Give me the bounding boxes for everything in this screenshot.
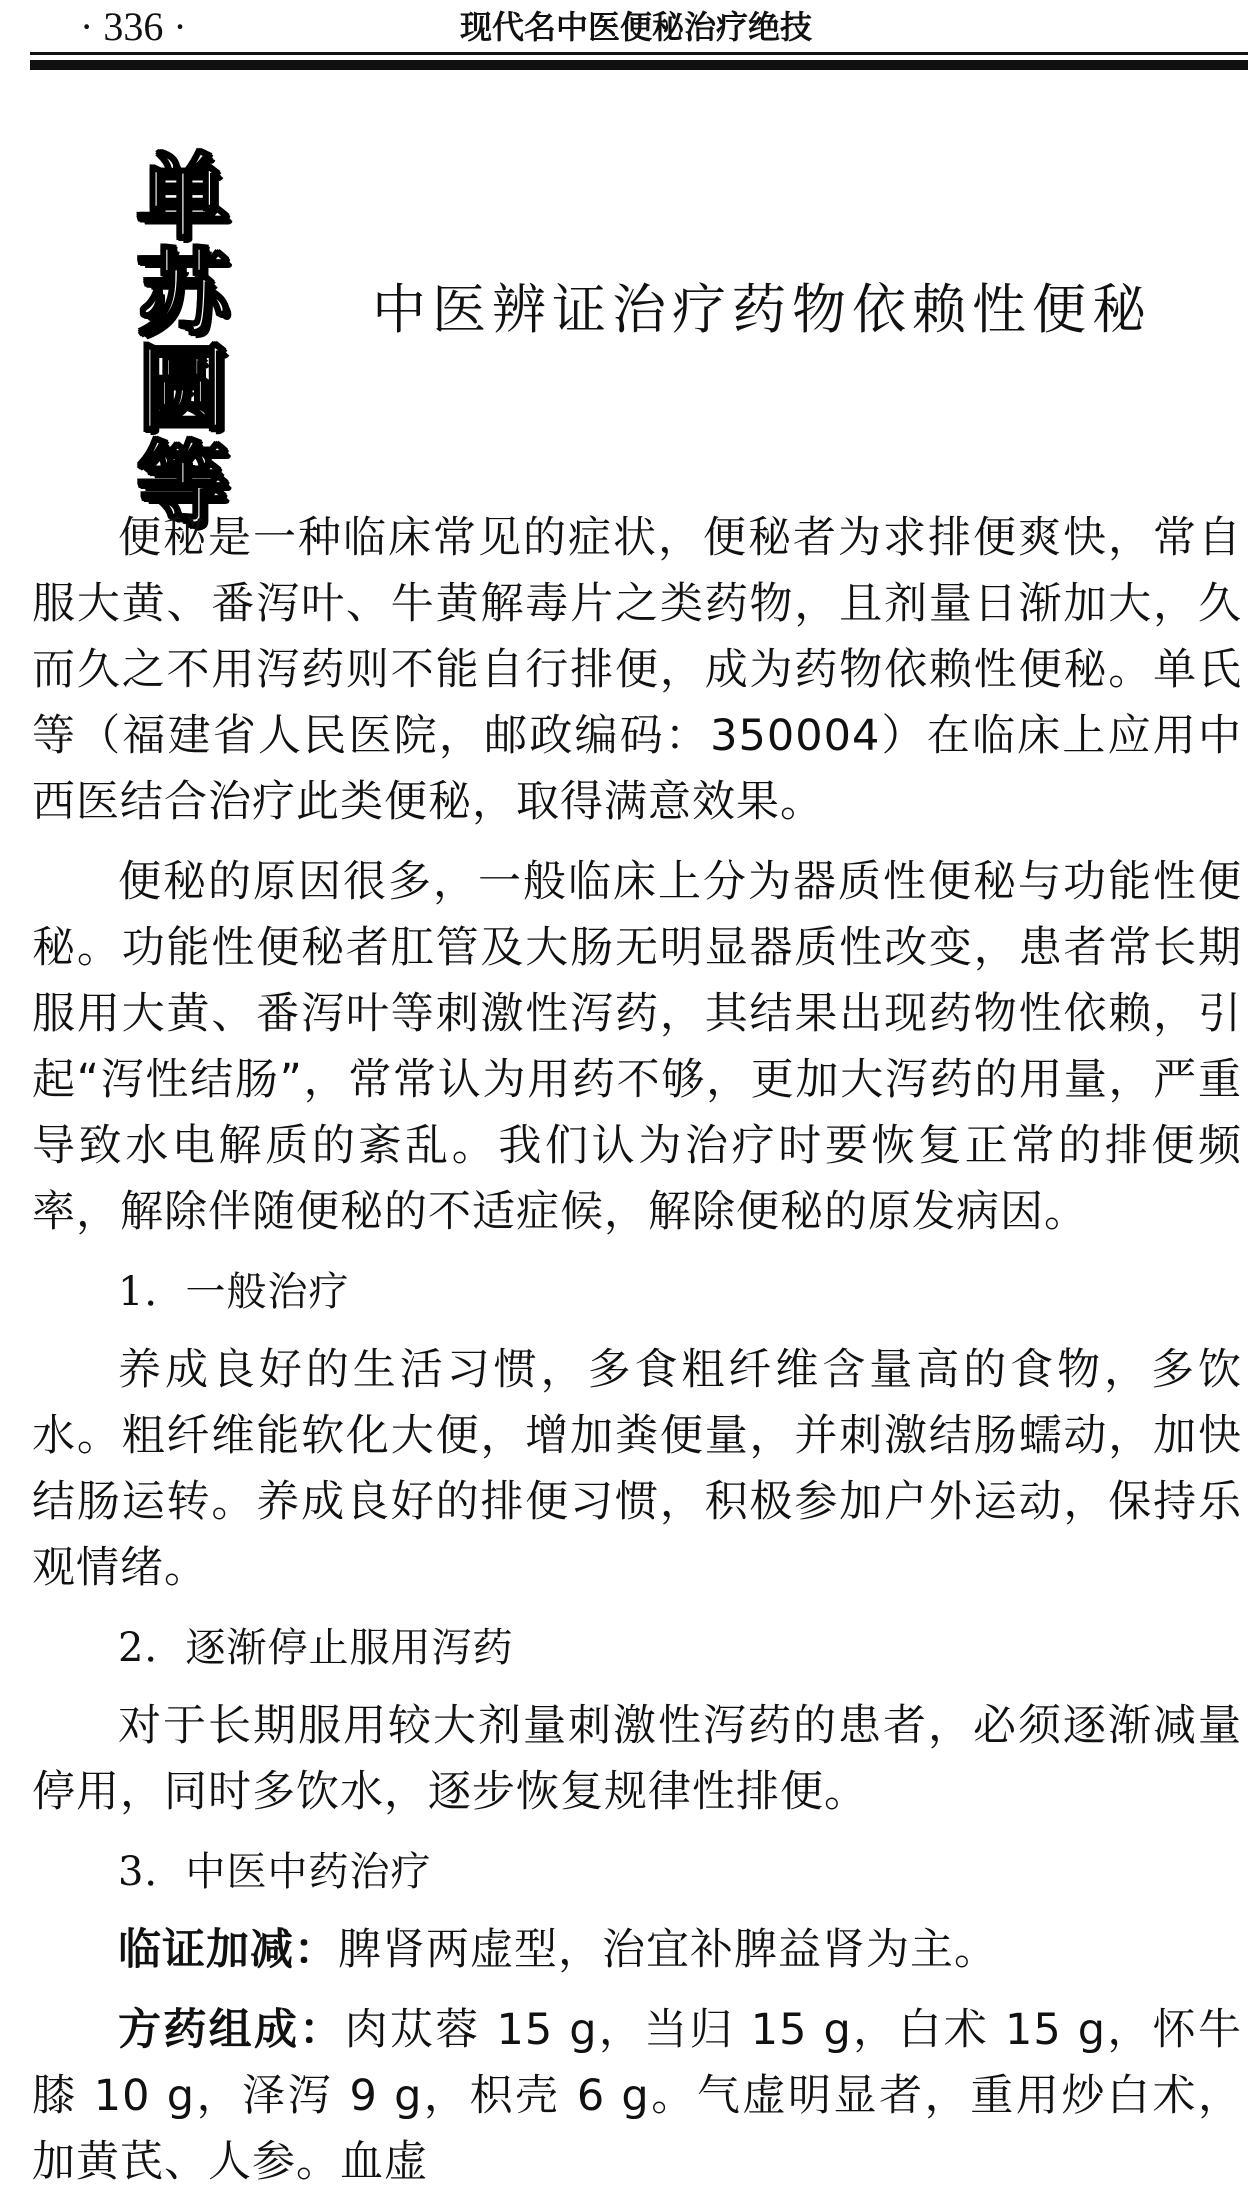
paragraph-4: 对于长期服用较大剂量刺激性泻药的患者，必须逐渐减量停用，同时多饮水，逐步恢复规律性排便。 (32, 1701, 1242, 1817)
article-body (32, 505, 1242, 2209)
paragraph-1: 便秘是一种临床常见的症状，便秘者为求排便爽快，常自服大黄、番泻叶、牛黄解毒片之类药物，且剂量日渐加大，久而久之不用泻药则不能自行排便，成为药物依赖性便秘。单氏等（福建省人民医院，邮政编码：350004）在临床上应用中西医结合治疗此类便秘，取得满意效果。 (32, 513, 1242, 827)
author-char-2: 苏 (136, 240, 229, 347)
paragraph-5-text: 脾肾两虚型，治宜补脾益肾为主。 (338, 1925, 998, 1975)
paragraph-6 (32, 1997, 1242, 2195)
paragraph-6-text: 肉苁蓉 15 g，当归 15 g，白术 15 g，怀牛膝 10 g，泽泻 9 g，枳壳 6 g。气虚明显者，重用炒白术，加黄芪、人参。血虚 (32, 2005, 1242, 2187)
page-header (30, 4, 1248, 50)
section-heading-1: 1．一般治疗 (118, 1269, 350, 1315)
running-title: 现代名中医便秘治疗绝技 (460, 8, 813, 46)
paragraph-5-label: 临证加减： (118, 1925, 338, 1975)
author-char-1: 单 (136, 144, 229, 251)
header-rule-thick (30, 60, 1248, 70)
author-char-4: 等 (136, 432, 229, 539)
author-name-vertical (118, 144, 248, 539)
author-char-3: 圆 (136, 336, 229, 443)
section-heading-3: 3．中医中药治疗 (118, 1849, 432, 1895)
page-number: · 336 · (80, 4, 187, 49)
article-title: 中医辨证治疗药物依赖性便秘 (372, 278, 1152, 341)
paragraph-2: 便秘的原因很多，一般临床上分为器质性便秘与功能性便秘。功能性便秘者肛管及大肠无明显器质性改变，患者常长期服用大黄、番泻叶等刺激性泻药，其结果出现药物性依赖，引起“泻性结肠”，常常认为用药不够，更加大泻药的用量，严重导致水电解质的紊乱。我们认为治疗时要恢复正常的排便频率，解除伴随便秘的不适症候，解除便秘的原发病因。 (32, 857, 1242, 1237)
paragraph-6-label: 方药组成： (118, 2005, 345, 2055)
section-heading-2: 2．逐渐停止服用泻药 (118, 1625, 514, 1671)
header-rule-thin (30, 52, 1248, 55)
paragraph-5 (32, 1917, 1242, 1983)
paragraph-3: 养成良好的生活习惯，多食粗纤维含量高的食物，多饮水。粗纤维能软化大便，增加粪便量，并刺激结肠蠕动，加快结肠运转。养成良好的排便习惯，积极参加户外运动，保持乐观情绪。 (32, 1345, 1242, 1593)
